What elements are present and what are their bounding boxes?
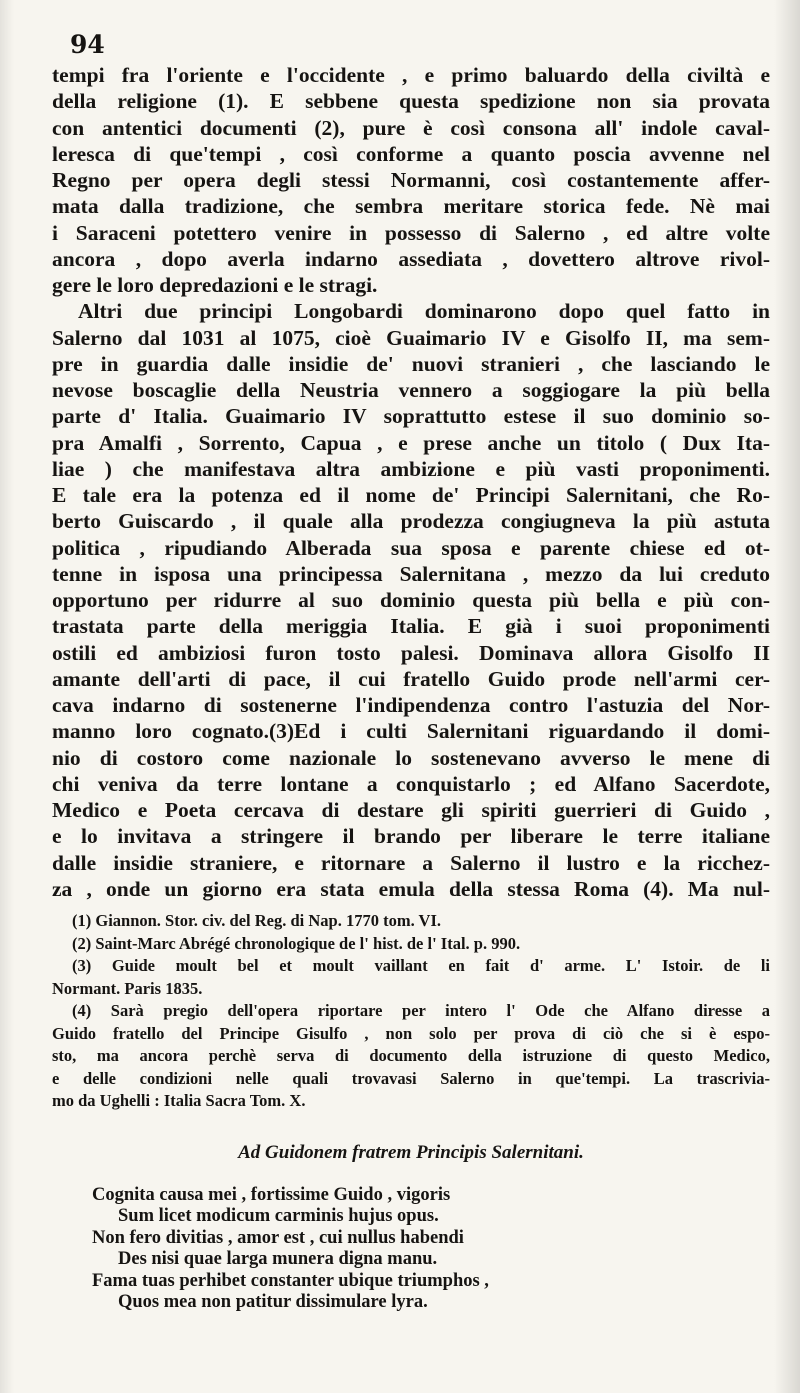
poem-verse: Sum licet modicum carminis hujus opus.	[118, 1206, 439, 1226]
text-line: tempi fra l'oriente e l'occidente , e primo baluardo della civiltà e	[52, 63, 770, 87]
text-line: i Saraceni potettero venire in possesso di Salerno , ed altre volte	[52, 220, 770, 245]
poem	[92, 1185, 770, 1314]
footnote-line: (4) Sarà pregio dell'opera riportare per intero l' Ode che Alfano diresse a	[72, 1001, 770, 1020]
text-line: ancora , dopo averla indarno assediata , dovettero altrove rivol-	[52, 246, 770, 271]
text-line: chi veniva da terre lontane a conquistarlo ; ed Alfano Sacerdote,	[52, 771, 770, 796]
footnote-line: Guido fratello del Principe Gisulfo , non solo per prova di ciò che si è espo-	[52, 1023, 770, 1043]
poem-verse: Cognita causa mei , fortissime Guido , vigoris	[92, 1184, 451, 1205]
text-line: amante dell'arti di pace, il cui fratello Guido prode nell'armi cer-	[52, 666, 770, 691]
poem-verse: Non fero divitias , amor est , cui nullus habendi	[92, 1227, 464, 1248]
text-line: za , onde un giorno era stata emula della stessa Roma (4). Ma nul-	[52, 876, 770, 901]
text-line: manno loro cognato.(3)Ed i culti Salernitani riguardando il domi-	[52, 719, 770, 744]
footnote-line: (2) Saint-Marc Abrégé chronologique de l' hist. de l' Ital. p. 990.	[72, 933, 521, 953]
footnote-line: (3) Guide moult bel et moult vaillant en fait d' arme. L' Istoir. de li	[72, 956, 770, 975]
poem-verse: Fama tuas perhibet constanter ubique triumphos ,	[92, 1270, 489, 1291]
text-line: Salerno dal 1031 al 1075, cioè Guaimario IV e Gisolfo II, ma sem-	[52, 325, 770, 350]
poem-title: Ad Guidonem fratrem Principis Salernitani.	[238, 1141, 584, 1163]
footnote-line: mo da Ughelli : Italia Sacra Tom. X.	[52, 1091, 306, 1110]
text-line: liae ) che manifestava altra ambizione e più vasti proponimenti.	[52, 456, 770, 481]
text-line: berto Guiscardo , il quale alla prodezza congiugneva la più astuta	[52, 509, 770, 534]
text-line: nio di costoro come nazionale lo sostenevano avverso le mene di	[52, 745, 770, 770]
page-edge-shadow	[774, 0, 800, 1393]
text-line: pre in guardia dalle insidie de' nuovi stranieri , che lasciando le	[52, 351, 770, 376]
footnote-line: e delle condizioni nelle quali trovavasi Salerno in que'tempi. La trascrivia-	[52, 1068, 770, 1088]
page-number: 94	[70, 30, 105, 59]
text-line: tenne in isposa una principessa Salernitana , mezzo da lui creduto	[52, 561, 770, 586]
text-line: E tale era la potenza ed il nome de' Principi Salernitani, che Ro-	[52, 483, 770, 507]
footnotes	[52, 910, 770, 1113]
text-line: ostili ed ambiziosi furon tosto palesi. Dominava allora Gisolfo II	[52, 640, 770, 665]
text-line: Medico e Poeta cercava di destare gli spiriti guerrieri di Guido ,	[52, 798, 770, 822]
text-line: nevose boscaglie della Neustria vennero a soggiogare la più bella	[52, 378, 770, 402]
text-line: pra Amalfi , Sorrento, Capua , e prese anche un titolo ( Dux Ita-	[52, 430, 770, 455]
main-text	[52, 62, 770, 902]
footnote-spacer	[52, 902, 770, 910]
text-line: cava indarno di sostenerne l'indipendenza contro l'astuzia del Nor-	[52, 693, 770, 717]
text-line: con antentici documenti (2), pure è così consona all' indole caval-	[52, 115, 770, 140]
footnote-line: sto, ma ancora perchè serva di documento della istruzione di questo Medico,	[52, 1046, 770, 1065]
text-line: dalle insidie straniere, e ritornare a Salerno il lustro e la ricchez-	[52, 850, 770, 875]
footnote-line: Normant. Paris 1835.	[52, 978, 203, 998]
footnote-line: (1) Giannon. Stor. civ. del Reg. di Nap. 1770 tom. VI.	[72, 911, 441, 930]
text-line: Regno per opera degli stessi Normanni, così costantemente affer-	[52, 168, 770, 192]
text-line: Altri due principi Longobardi dominarono dopo quel fatto in	[78, 299, 770, 324]
text-line: trastata parte della meriggia Italia. E già i suoi proponimenti	[52, 614, 770, 639]
text-line: leresca di que'tempi , così conforme a quanto poscia avvenne nel	[52, 141, 770, 166]
text-line: gere le loro depredazioni e le stragi.	[52, 273, 378, 297]
text-line: opportuno per ridurre al suo dominio questa più bella e più con-	[52, 588, 770, 612]
text-line: e lo invitava a stringere il brando per liberare le terre italiane	[52, 824, 770, 849]
page-gutter-shadow	[0, 0, 14, 1393]
text-line: della religione (1). E sebbene questa spedizione non sia provata	[52, 89, 770, 114]
text-line: politica , ripudiando Alberada sua sposa e parente chiese ed ot-	[52, 535, 770, 560]
text-line: parte d' Italia. Guaimario IV soprattutto estese il suo dominio so-	[52, 404, 770, 429]
poem-verse: Quos mea non patitur dissimulare lyra.	[118, 1292, 428, 1312]
text-line: mata dalla tradizione, che sembra meritare storica fede. Nè mai	[52, 194, 770, 219]
poem-verse: Des nisi quae larga munera digna manu.	[118, 1249, 438, 1269]
